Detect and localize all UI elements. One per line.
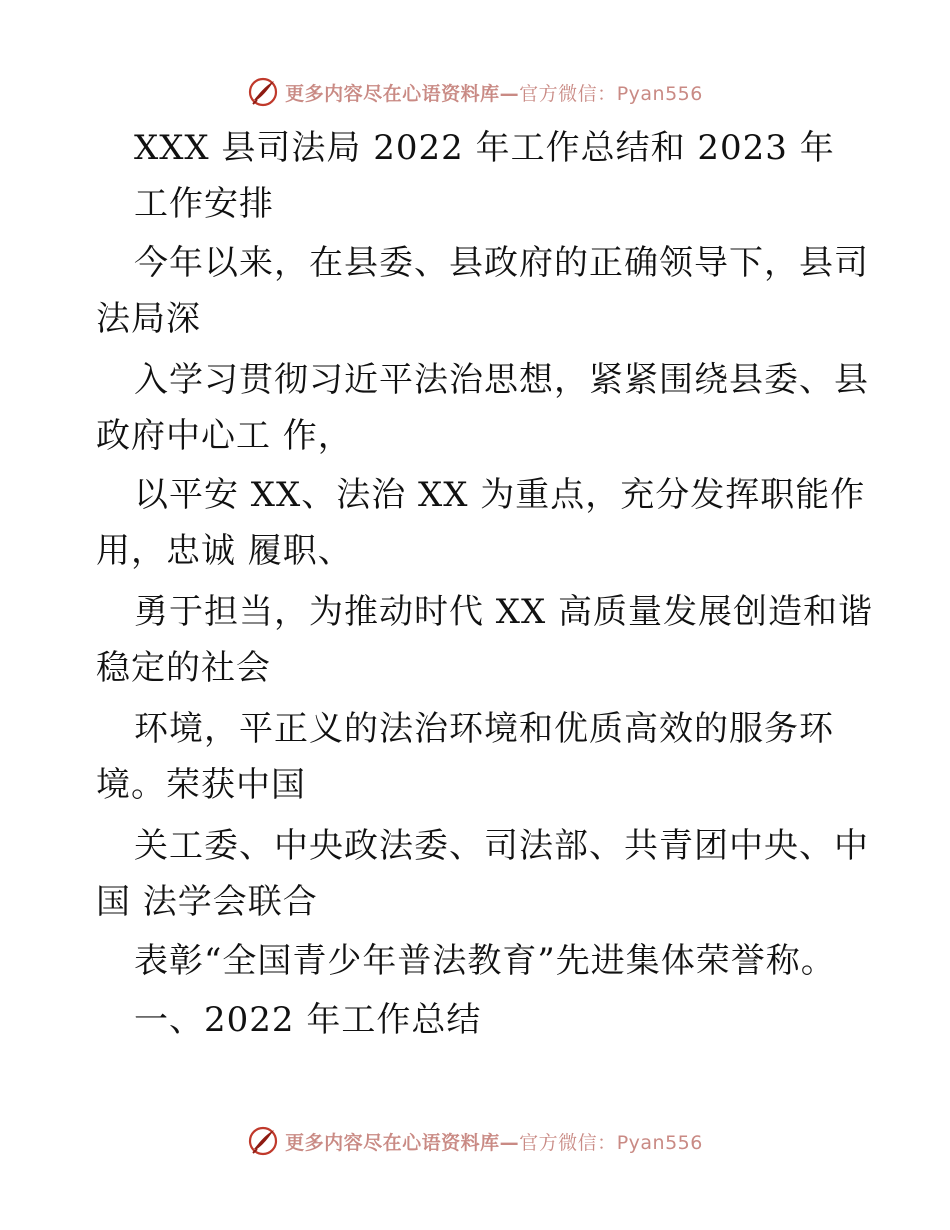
body-line: 境。荣获中国 bbox=[96, 765, 306, 805]
section-heading: 一、2022 年工作总结 bbox=[134, 1000, 482, 1040]
watermark-banner-top bbox=[0, 72, 950, 112]
body-line: 关工委、中央政法委、司法部、共青团中央、中 bbox=[134, 826, 869, 866]
quill-logo-icon bbox=[247, 1125, 279, 1157]
body-line: 国 法学会联合 bbox=[96, 882, 318, 922]
body-line: 勇于担当，为推动时代 XX 高质量发展创造和谐 bbox=[134, 592, 874, 632]
document-title-line-1: XXX 县司法局 2022 年工作总结和 2023 年 bbox=[134, 128, 835, 168]
body-line: 政府中心工 作， bbox=[96, 416, 353, 456]
body-line: 法局深 bbox=[96, 299, 201, 339]
watermark-text: 更多内容尽在心语资料库—官方微信：Pyan556 bbox=[285, 82, 703, 105]
body-line: 表彰“全国青少年普法教育”先进集体荣誉称。 bbox=[134, 941, 836, 981]
body-line: 入学习贯彻习近平法治思想，紧紧围绕县委、县 bbox=[134, 360, 869, 400]
watermark-text: 更多内容尽在心语资料库—官方微信：Pyan556 bbox=[285, 1131, 703, 1154]
body-line: 用，忠诚 履职、 bbox=[96, 531, 353, 571]
watermark-banner-bottom bbox=[0, 1121, 950, 1161]
body-line: 稳定的社会 bbox=[96, 648, 271, 688]
body-line: 环境，平正义的法治环境和优质高效的服务环 bbox=[134, 709, 834, 749]
quill-logo-icon bbox=[247, 76, 279, 108]
document-title-line-2: 工作安排 bbox=[134, 184, 274, 224]
body-line: 今年以来，在县委、县政府的正确领导下，县司 bbox=[134, 243, 869, 283]
body-line: 以平安 XX、法治 XX 为重点，充分发挥职能作 bbox=[134, 475, 866, 515]
